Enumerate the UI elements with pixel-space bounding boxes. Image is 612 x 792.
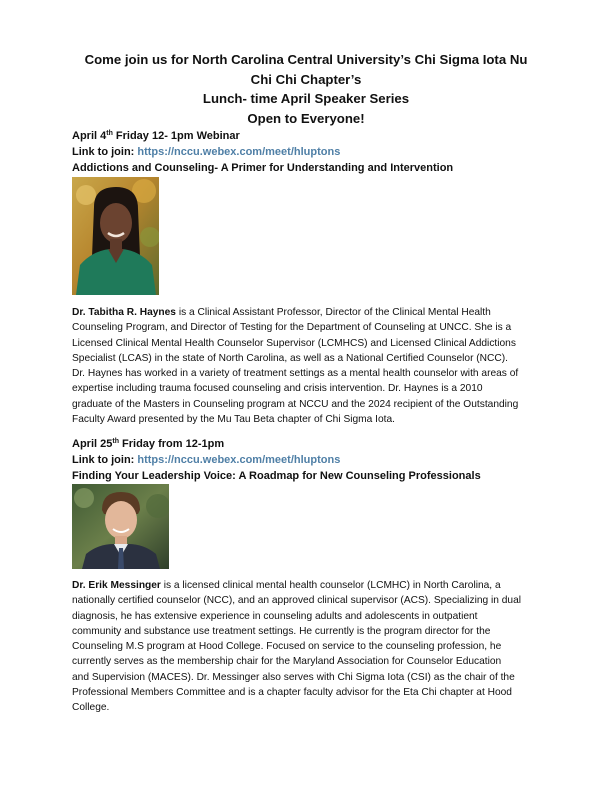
event-2-bio-line: Professional Members Committee and is a chapter faculty advisor for the Eta Chi chapter at Hood: [72, 687, 512, 699]
event-1-bio-line: expertise including trauma focused counseling and crisis intervention. Dr. Haynes is a 2010: [72, 383, 483, 395]
event-1-date: [72, 128, 552, 144]
event-2-bio-line: Counseling M.S program at Hood College. Focused on service to the counseling profession, he: [72, 641, 502, 653]
event-2-join-link[interactable]: https://nccu.webex.com/meet/hluptons: [137, 454, 341, 466]
event-2-bio-line: and Supervision (MACES). Dr. Messinger also serves with Chi Sigma Iota (CSI) as the chair of the: [72, 671, 515, 683]
event-2-bio-line: community and substance use treatment settings. He currently is the program director for the: [72, 625, 491, 637]
event-1-bio-text: is a Clinical Assistant Professor, Director of the Clinical Mental Health: [175, 307, 491, 318]
speaker-2-name: Dr. Erik Messinger: [72, 580, 161, 591]
event-2-bio-line: [72, 578, 552, 593]
event-2-date: [72, 436, 552, 452]
header-line-3: Lunch- time April Speaker Series: [202, 91, 410, 106]
event-1-bio-line: Licensed Clinical Mental Health Counselor Supervisor (LCMHCS) and Licensed Clinical Addictions: [72, 337, 516, 349]
header-line-2: Chi Chi Chapter’s: [250, 71, 362, 87]
event-1-join-link[interactable]: https://nccu.webex.com/meet/hluptons: [137, 146, 341, 158]
event-1-bio-line: Specialist (LCAS) in the state of North Carolina, as well as a National Certified Counselor (NCC).: [72, 352, 508, 364]
event-2-bio-text: is a licensed clinical mental health counselor (LCMHC) in North Carolina, a: [160, 580, 501, 591]
event-1-date-day: April 4: [72, 130, 107, 142]
speaker-1-photo: [72, 177, 159, 295]
event-2-bio-line: nationally certified counselor (NCC), and an approved clinical supervisor (ACS). Specializing in dual: [72, 595, 522, 607]
event-1-date-suffix: th: [106, 130, 113, 137]
event-1-bio-line: graduate of the Masters in Counseling program at NCCU and the 2024 recipient of the Outstanding: [72, 398, 519, 410]
event-1-link-line: [72, 144, 552, 160]
event-1-date-time: Friday 12- 1pm Webinar: [112, 130, 240, 142]
event-1-topic: Addictions and Counseling- A Primer for Understanding and Intervention: [72, 162, 454, 174]
event-1-bio-line: Dr. Haynes has worked in a variety of treatment settings as a mental health counselor with areas of: [72, 368, 519, 380]
event-2-date-suffix: th: [112, 438, 119, 445]
event-1-details: [72, 128, 552, 176]
event-2-bio: [72, 578, 552, 716]
event-2-bio-line: College.: [72, 702, 110, 714]
event-1-link-label: Link to join:: [72, 146, 138, 158]
event-2-bio-line: currently serves as the membership chair for the Maryland Association for Counselor Education: [72, 656, 502, 668]
speaker-2-photo: [72, 484, 169, 569]
event-2-details: [72, 436, 552, 484]
event-2-date-day: April 25: [72, 438, 113, 450]
flyer-header: [60, 50, 552, 128]
event-2-bio-line: diagnosis, he has extensive experience in counseling adults and adolescents in outpatient: [72, 610, 478, 622]
event-1-bio: [72, 305, 552, 427]
header-line-4: Open to Everyone!: [247, 110, 365, 126]
speaker-1-name: Dr. Tabitha R. Haynes: [72, 307, 176, 318]
event-2-date-time: Friday from 12-1pm: [118, 438, 225, 450]
event-1-bio-line: [72, 305, 552, 320]
event-1-bio-line: Counseling Program, and Director of Testing for the Department of Counseling at UNCC. She is a: [72, 322, 512, 334]
event-2-link-line: [72, 452, 552, 468]
event-2-link-label: Link to join:: [72, 454, 138, 466]
event-2-topic: Finding Your Leadership Voice: A Roadmap for New Counseling Professionals: [72, 470, 481, 482]
event-1-bio-line: Faculty Award presented by the Mu Tau Beta chapter of Chi Sigma Iota.: [72, 414, 395, 426]
header-line-1: Come join us for North Carolina Central University’s Chi Sigma Iota Nu: [84, 52, 528, 67]
